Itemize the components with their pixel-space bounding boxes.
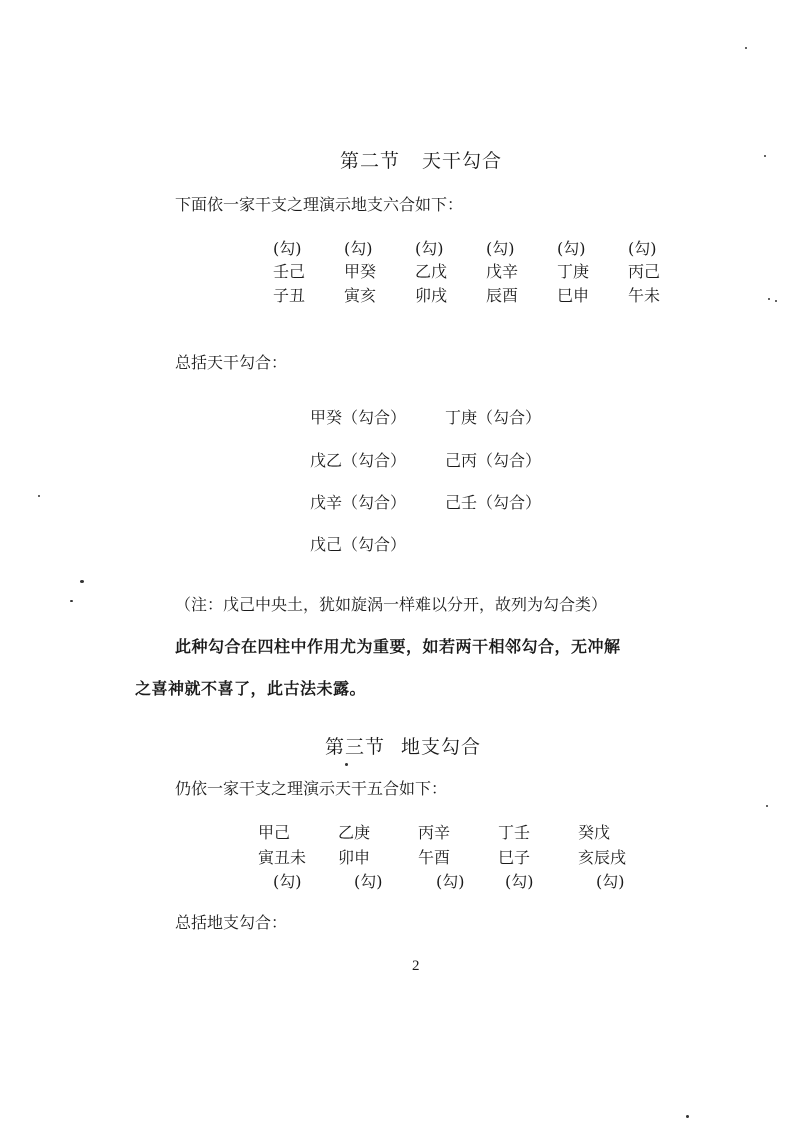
table-cell: 甲癸 <box>344 262 377 281</box>
table-cell: (勾) <box>628 239 657 258</box>
section2-summary-label: 总括天干勾合： <box>175 353 288 372</box>
table-cell: (勾) <box>273 239 302 258</box>
pair-item: 戊辛（勾合） <box>310 493 407 512</box>
table-cell: 寅亥 <box>344 286 377 305</box>
table-cell: (勾) <box>344 239 373 258</box>
scan-speck <box>745 47 747 49</box>
table-cell: 卯戌 <box>415 286 448 305</box>
pair-item: 丁庚（勾合） <box>445 408 542 427</box>
table-cell: 子丑 <box>273 286 306 305</box>
scan-speck <box>766 805 768 807</box>
table-cell: 丁壬 <box>498 823 531 842</box>
table-cell: 午酉 <box>418 848 451 867</box>
table-cell: (勾) <box>436 872 465 891</box>
table-cell: (勾) <box>354 872 383 891</box>
table-cell: 辰酉 <box>486 286 519 305</box>
table-cell: 寅丑未 <box>258 848 307 867</box>
table-cell: 丙己 <box>628 262 661 281</box>
table-cell: 丁庚 <box>557 262 590 281</box>
pair-item: 戊己（勾合） <box>310 535 407 554</box>
table-cell: 巳子 <box>498 848 531 867</box>
table-cell: 午未 <box>628 286 661 305</box>
section2-paragraph-line1: 此种勾合在四柱中作用尤为重要，如若两干相邻勾合，无冲解 <box>175 637 621 656</box>
table-cell: 乙庚 <box>338 823 371 842</box>
table-cell: (勾) <box>486 239 515 258</box>
section3-summary-label: 总括地支勾合： <box>175 913 288 932</box>
table-cell: (勾) <box>557 239 586 258</box>
table-cell: 戊辛 <box>486 262 519 281</box>
section3-heading-number: 第三节 <box>325 736 386 758</box>
table-cell: 壬己 <box>273 262 306 281</box>
scan-speck <box>686 1115 689 1118</box>
table-cell: (勾) <box>596 872 625 891</box>
table-cell: 亥辰戌 <box>578 848 627 867</box>
table-cell: (勾) <box>505 872 534 891</box>
table-cell: 癸戊 <box>578 823 611 842</box>
pair-item: 戊乙（勾合） <box>310 451 407 470</box>
section3-heading-title: 地支勾合 <box>401 736 482 758</box>
section2-heading-number: 第二节 <box>340 150 401 172</box>
pair-item: 己丙（勾合） <box>445 451 542 470</box>
scan-speck <box>775 300 777 302</box>
table-cell: 甲己 <box>258 823 291 842</box>
scan-speck <box>768 298 770 300</box>
pair-item: 甲癸（勾合） <box>310 408 407 427</box>
table-cell: (勾) <box>273 872 302 891</box>
section2-intro: 下面依一家干支之理演示地支六合如下： <box>175 195 464 214</box>
table-cell: (勾) <box>415 239 444 258</box>
section3-heading <box>325 732 481 759</box>
scan-speck <box>80 580 84 583</box>
scan-speck <box>70 600 73 602</box>
page-number: 2 <box>412 958 420 974</box>
section2-heading <box>340 146 502 173</box>
table-cell: 丙辛 <box>418 823 451 842</box>
scan-speck <box>764 155 766 157</box>
scan-speck <box>345 763 348 766</box>
table-cell: 乙戊 <box>415 262 448 281</box>
section2-heading-title: 天干勾合 <box>422 150 503 172</box>
section2-note: （注：戊己中央土，犹如旋涡一样难以分开，故列为勾合类） <box>175 595 608 614</box>
pair-item: 己壬（勾合） <box>445 493 542 512</box>
table-cell: 卯申 <box>338 848 371 867</box>
table-cell: 巳申 <box>557 286 590 305</box>
section3-intro: 仍依一家干支之理演示天干五合如下： <box>175 779 448 798</box>
section2-paragraph-line2: 之喜神就不喜了，此古法未露。 <box>135 679 367 698</box>
scan-speck <box>38 495 40 497</box>
